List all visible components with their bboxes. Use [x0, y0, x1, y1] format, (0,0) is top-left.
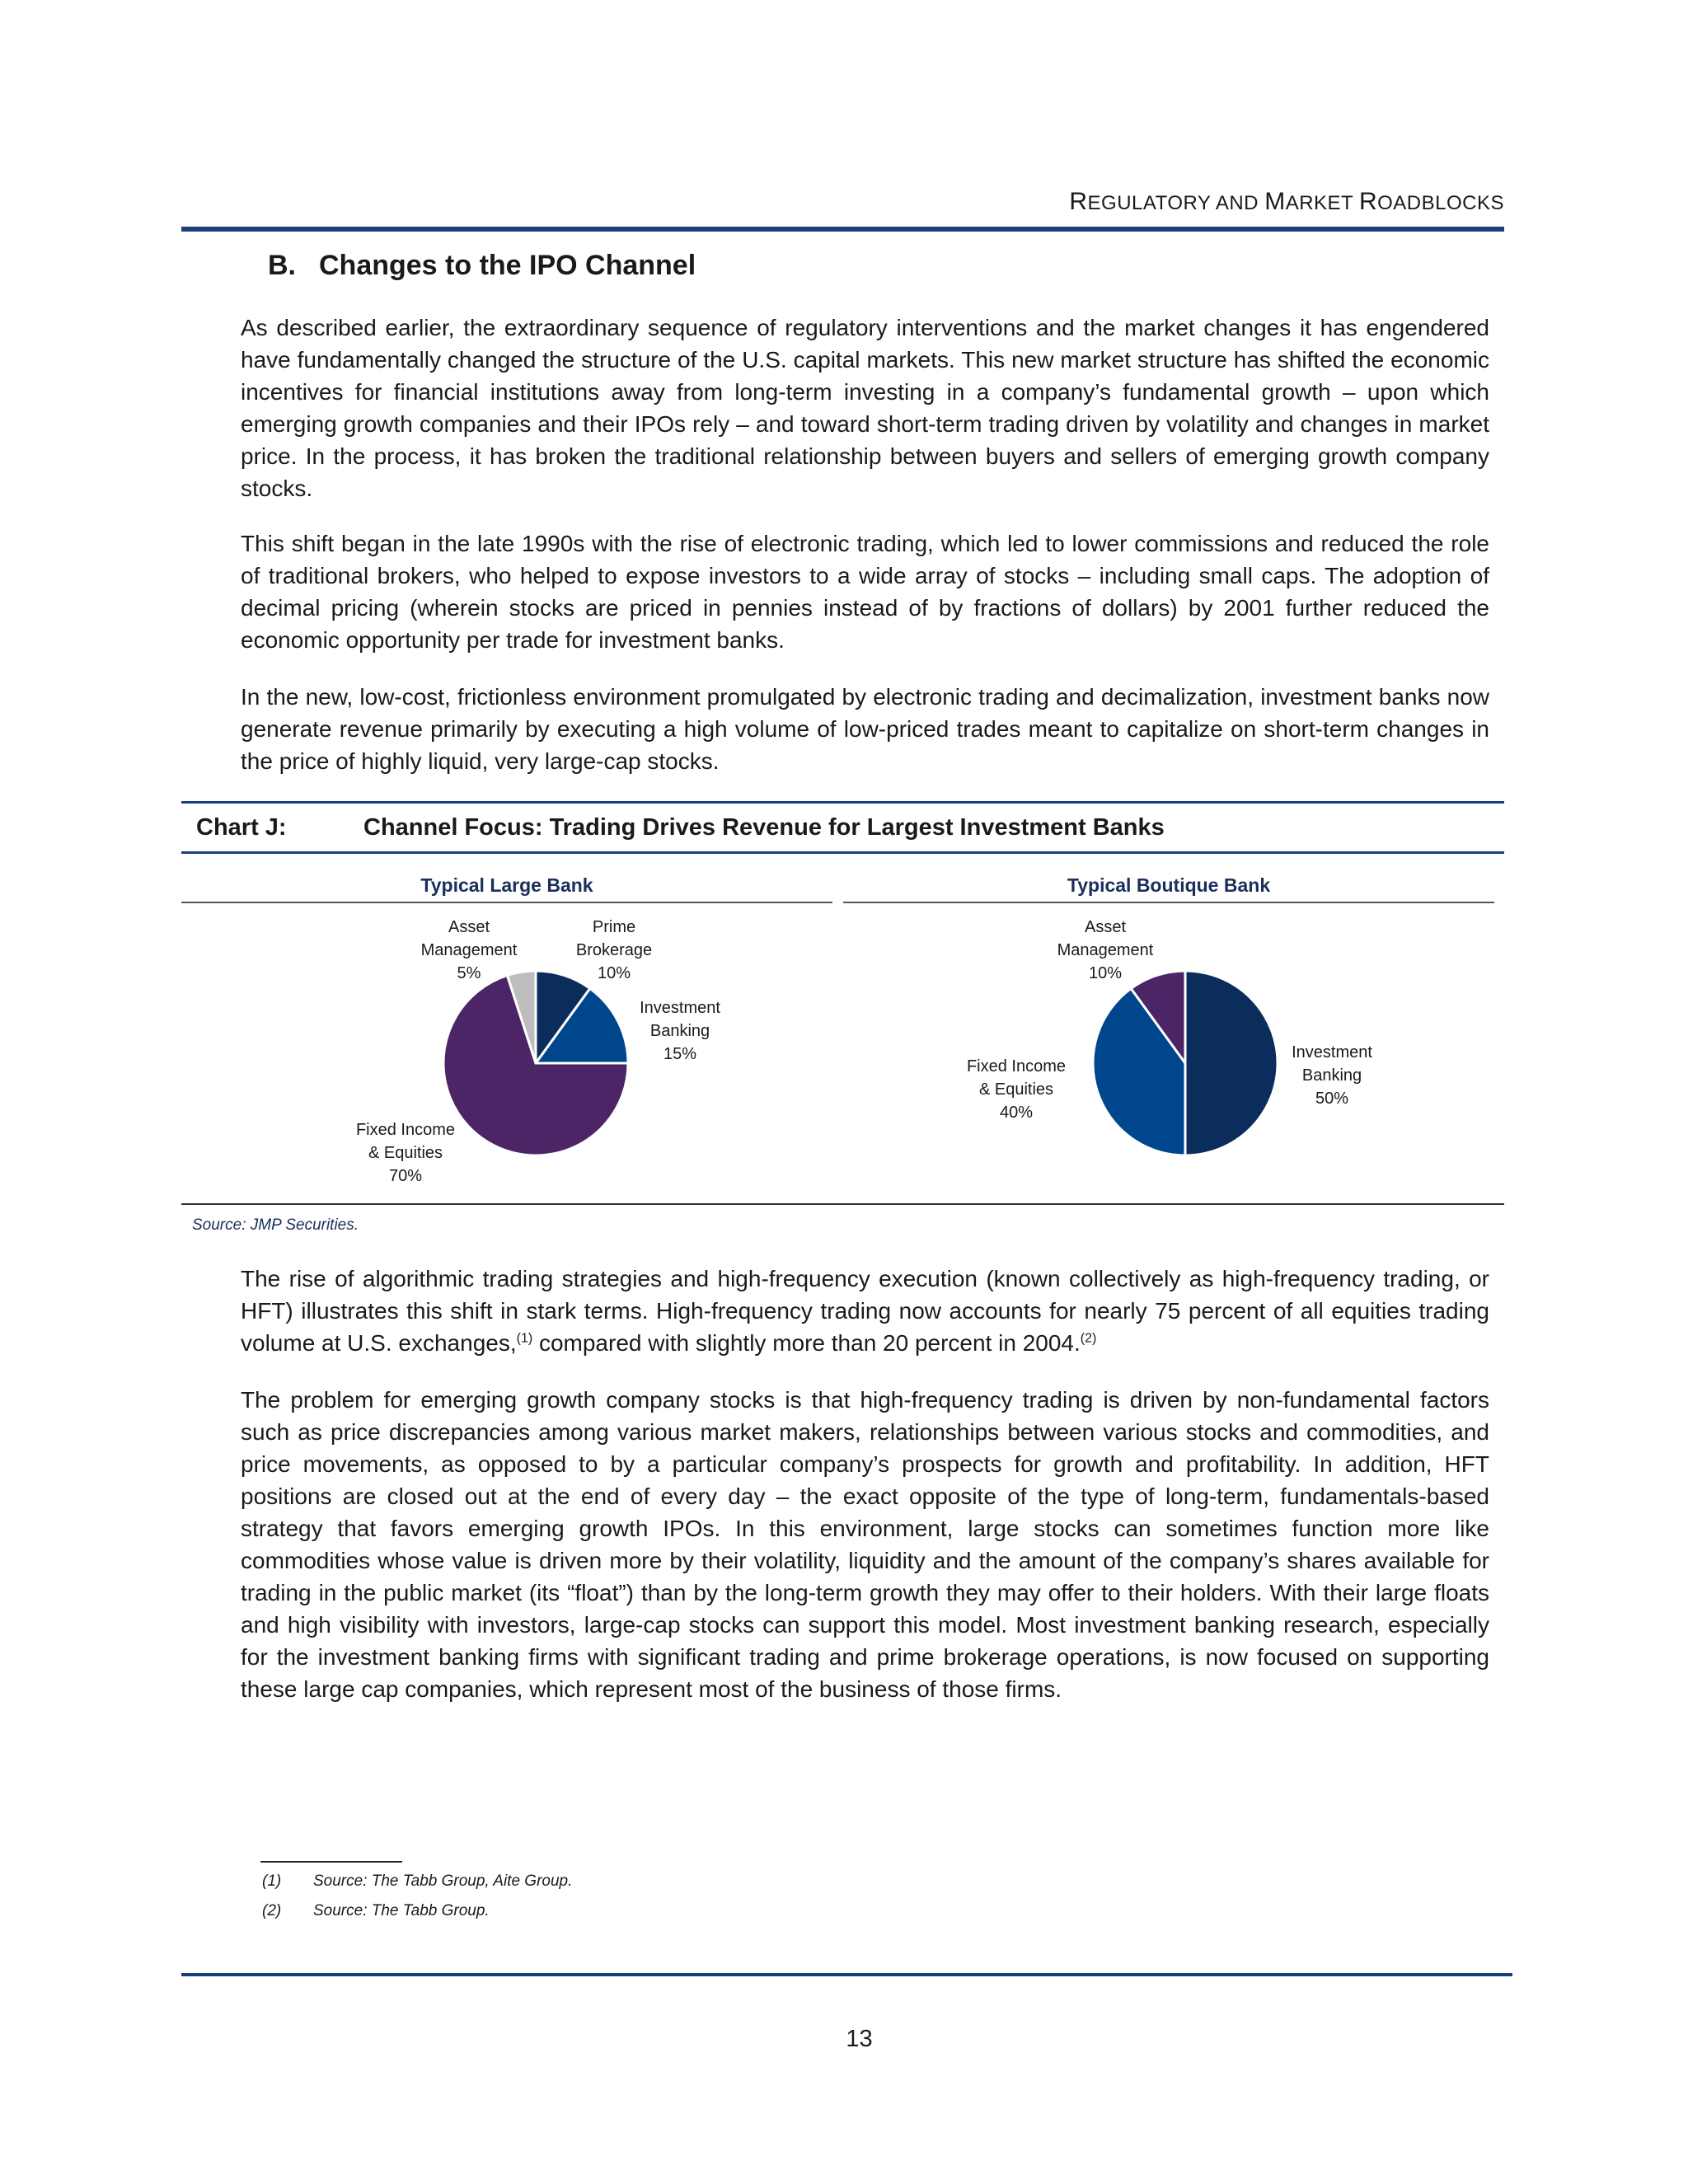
label-boutique-investment-banking: Investment Banking 50%: [1292, 1043, 1372, 1108]
paragraph-1: As described earlier, the extraordinary sequence of regulatory interventions and the market changes it has engendered have fundamentally changed the structure of the U.S. capital markets. This new market structure has shifted the economic incentives for financial institutions away from long-term investing in a company’s fundamental growth – upon which emerging growth companies and their IPOs rely – and toward short-term trading driven by volatility and changes in market price. In the process, it has broken the traditional relationship between buyers and sellers of emerging growth company stocks.: [241, 315, 1489, 501]
chart-label: Chart J:: [196, 814, 287, 841]
running-header: REGULATORY AND MARKET ROADBLOCKS: [1069, 188, 1504, 215]
label-large-asset-management: Asset Management 5%: [420, 918, 518, 982]
chart-source: Source: JMP Securities.: [192, 1216, 359, 1234]
label-large-prime-brokerage: Prime Brokerage 10%: [575, 918, 653, 982]
chart-title: Channel Focus: Trading Drives Revenue for Largest Investment Banks: [363, 814, 1165, 841]
footnote-ref-1[interactable]: (1): [516, 1331, 533, 1346]
chart-bottom-rule: [181, 1203, 1504, 1205]
paragraph-2: This shift began in the late 1990s with the rise of electronic trading, which led to lower commissions and reduced the role of traditional brokers, who helped to expose investors to a wide array of stocks – including small caps. The adoption of decimal pricing (wherein stocks are priced in pennies instead of by fractions of dollars) by 2001 further reduced the economic opportunity per trade for investment banks.: [241, 531, 1489, 653]
pie-boutique-title: Typical Boutique Bank: [1067, 874, 1271, 896]
paragraph-3: In the new, low-cost, frictionless environment promulgated by electronic trading and decimalization, investment banks now generate revenue primarily by executing a high volume of low-priced trades meant to capitalize on short-term changes in the price of highly liquid, very large-cap stocks.: [241, 684, 1489, 774]
pie-large-title: Typical Large Bank: [420, 874, 593, 896]
paragraph-5: The problem for emerging growth company stocks is that high-frequency trading is driven by non-fundamental factors such as price discrepancies among various market makers, relationships between various stocks and commodities, and price movements, as opposed to by a particular company’s prospects for growth and profitability. In addition, HFT positions are closed out at the end of every day – the exact opposite of the type of long-term, fundamentals-based strategy that favors emerging growth IPOs. In this environment, large stocks can sometimes function more like commodities whose value is driven more by their volatility, liquidity and the amount of the company’s shares available for trading in the public market (its “float”) than by the long-term growth they may offer to their holders. With their large floats and high visibility with investors, large-cap stocks can support this model. Most investment banking research, especially for the investment banking firms with significant trading and prime brokerage operations, is now focused on supporting these large cap companies, which represent most of the business of those firms.: [241, 1387, 1489, 1702]
label-boutique-fixed-income: Fixed Income & Equities 40%: [966, 1057, 1067, 1122]
footer-rule: [181, 1973, 1512, 1976]
page-number: 13: [846, 2026, 873, 2052]
footnote-1: (1) Source: The Tabb Group, Aite Group.: [262, 1872, 573, 1890]
footnote-ref-2[interactable]: (2): [1080, 1331, 1097, 1346]
label-large-investment-banking: Investment Banking 15%: [640, 999, 720, 1063]
section-heading: B. Changes to the IPO Channel: [268, 250, 696, 281]
footnote-divider: [260, 1861, 402, 1863]
label-large-fixed-income: Fixed Income & Equities 70%: [355, 1121, 456, 1185]
label-boutique-asset-management: Asset Management 10%: [1057, 918, 1154, 982]
footnote-2: (2) Source: The Tabb Group.: [262, 1902, 490, 1919]
paragraph-4: The rise of algorithmic trading strategies and high-frequency execution (known collectively as high-frequency trading, or HFT) illustrates this shift in stark terms. High-frequency trading now accounts for nearly 75 percent of all equities trading volume at U.S. exchanges,$^{(1)}$ compared with slightly more than 20 percent in 2004.$^{(2)}$: [241, 1266, 1489, 1356]
